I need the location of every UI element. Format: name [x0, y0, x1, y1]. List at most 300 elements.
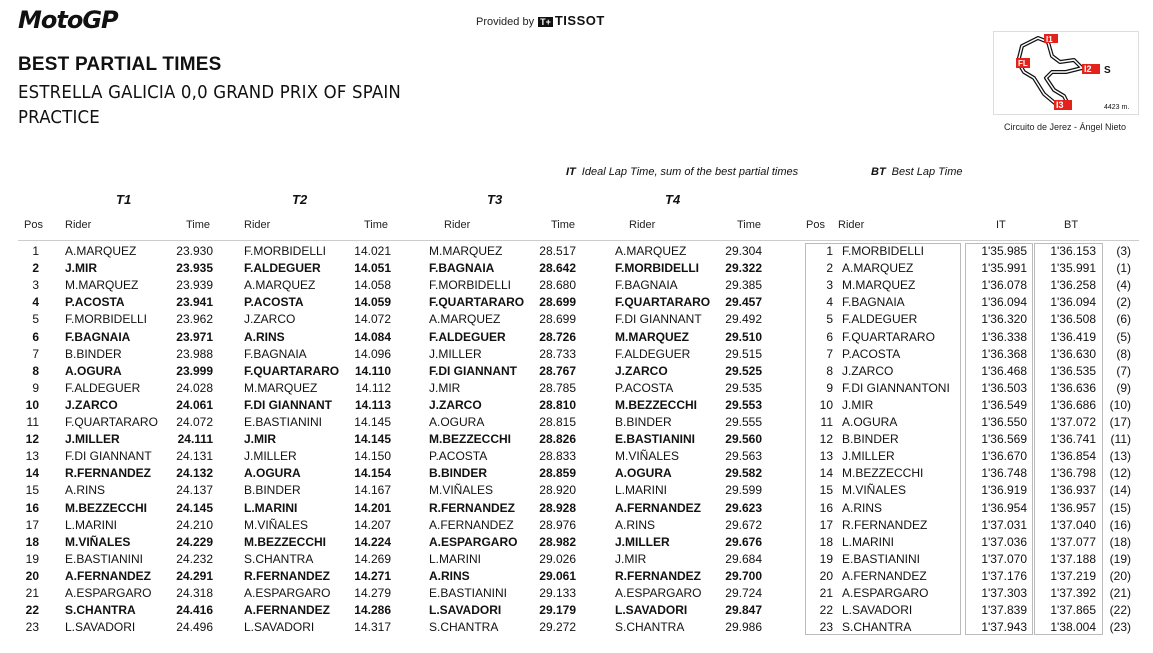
ideal-bt-rank: (18)	[1109, 535, 1131, 549]
ideal-bt: 1'36.153	[1050, 244, 1096, 258]
sector-time: 24.229	[176, 535, 213, 549]
ideal-bt: 1'37.392	[1050, 586, 1096, 600]
sector-time: 23.941	[176, 295, 213, 309]
col-header-rider: Rider	[838, 219, 865, 231]
sector-rider: P.ACOSTA	[244, 295, 304, 309]
col-header-bt: BT	[1064, 219, 1079, 231]
sector-rider: A.OGURA	[244, 466, 301, 480]
sponsor-line	[476, 13, 605, 28]
ideal-it: 1'37.943	[981, 620, 1027, 634]
ideal-it: 1'36.954	[981, 501, 1027, 515]
ideal-it: 1'37.303	[981, 586, 1027, 600]
row-pos: 5	[32, 312, 39, 326]
sector-rider: M.MARQUEZ	[244, 381, 318, 395]
ideal-it: 1'36.368	[981, 347, 1027, 361]
ideal-rider: L.MARINI	[842, 535, 895, 549]
sector-time: 23.999	[176, 364, 213, 378]
sector-rider: B.BINDER	[429, 466, 488, 480]
sector-time: 29.061	[539, 569, 576, 583]
sector-time: 14.207	[354, 518, 391, 532]
legend-it	[566, 166, 798, 178]
ideal-rider: F.ALDEGUER	[842, 312, 918, 326]
ideal-it: 1'36.078	[981, 278, 1027, 292]
sector-rider: J.MILLER	[615, 535, 670, 549]
ideal-bt-rank: (3)	[1116, 244, 1131, 258]
ideal-it: 1'36.320	[981, 312, 1027, 326]
ideal-bt: 1'36.258	[1050, 278, 1096, 292]
sector-time: 29.133	[539, 586, 576, 600]
ideal-bt-rank: (9)	[1116, 381, 1131, 395]
sector-time: 14.021	[354, 244, 391, 258]
ideal-it: 1'36.549	[981, 398, 1027, 412]
sector-rider: B.BINDER	[65, 347, 122, 361]
ideal-it: 1'37.036	[981, 535, 1027, 549]
sector-time: 29.700	[725, 569, 762, 583]
row-pos: 8	[32, 364, 39, 378]
sector-title-t4: T4	[665, 192, 681, 207]
sector-rider: J.MIR	[244, 432, 277, 446]
sector-rider: F.QUARTARARO	[244, 364, 340, 378]
ideal-bt-rank: (4)	[1116, 278, 1131, 292]
ideal-bt: 1'37.188	[1050, 552, 1096, 566]
col-header-rider: Rider	[65, 219, 92, 231]
ideal-it: 1'36.503	[981, 381, 1027, 395]
col-header-rider: Rider	[244, 219, 271, 231]
sector-rider: B.BINDER	[244, 483, 301, 497]
sector-time: 24.496	[176, 620, 213, 634]
sector-time: 29.179	[539, 603, 576, 617]
row-pos: 15	[25, 483, 39, 497]
session-name: PRACTICE	[18, 107, 100, 128]
row-pos: 23	[25, 620, 39, 634]
ideal-it: 1'37.070	[981, 552, 1027, 566]
sector-time: 29.553	[725, 398, 762, 412]
sector-time: 14.112	[355, 381, 391, 395]
ideal-bt-rank: (20)	[1109, 569, 1131, 583]
ideal-bt: 1'37.040	[1050, 518, 1096, 532]
sector-rider: A.FERNANDEZ	[615, 501, 701, 515]
sector-rider: A.MARQUEZ	[429, 312, 501, 326]
sector-time: 29.385	[725, 278, 762, 292]
sector-time: 24.131	[176, 449, 213, 463]
circuit-label-fl: FL	[1018, 59, 1028, 68]
circuit-label-i1: I1	[1046, 35, 1053, 44]
ideal-pos: 8	[826, 364, 833, 378]
sector-rider: R.FERNANDEZ	[615, 569, 701, 583]
sector-time: 28.976	[539, 518, 576, 532]
provided-by-label: Provided by	[476, 16, 535, 28]
sector-time: 24.028	[176, 381, 213, 395]
sector-rider: R.FERNANDEZ	[429, 501, 515, 515]
sector-time: 14.096	[354, 347, 391, 361]
sector-time: 23.971	[176, 330, 213, 344]
sector-rider: E.BASTIANINI	[615, 432, 696, 446]
sector-time: 28.785	[539, 381, 576, 395]
sector-rider: M.BEZZECCHI	[615, 398, 697, 412]
col-header-time: Time	[737, 219, 762, 231]
row-pos: 11	[26, 415, 39, 429]
ideal-bt-rank: (21)	[1109, 586, 1131, 600]
sector-rider: P.ACOSTA	[429, 449, 488, 463]
col-header-time: Time	[551, 219, 576, 231]
sector-time: 14.279	[354, 586, 391, 600]
sector-time: 14.058	[354, 278, 391, 292]
sector-time: 29.672	[725, 518, 762, 532]
ideal-it: 1'36.094	[981, 295, 1027, 309]
ideal-pos: 4	[826, 295, 833, 309]
sector-title-t3: T3	[487, 192, 503, 207]
ideal-rider: A.OGURA	[842, 415, 898, 429]
legend-it-abbr: IT	[566, 166, 576, 178]
ideal-bt-rank: (19)	[1109, 552, 1131, 566]
sector-time: 28.680	[539, 278, 576, 292]
sector-rider: J.ZARCO	[615, 364, 668, 378]
sector-time: 24.072	[176, 415, 213, 429]
sector-time: 28.859	[539, 466, 576, 480]
ideal-bt-rank: (2)	[1116, 295, 1131, 309]
ideal-bt-rank: (6)	[1116, 312, 1131, 326]
col-header-pos: Pos	[24, 219, 43, 231]
sector-time: 14.072	[354, 312, 391, 326]
ideal-pos: 2	[826, 261, 833, 275]
sector-rider: F.DI GIANNANT	[65, 449, 152, 463]
row-pos: 19	[25, 552, 39, 566]
sector-rider: F.MORBIDELLI	[615, 261, 699, 275]
sector-rider: L.MARINI	[65, 518, 118, 532]
col-header-pos: Pos	[806, 219, 825, 231]
ideal-bt-rank: (14)	[1109, 483, 1131, 497]
ideal-bt-rank: (23)	[1109, 620, 1131, 634]
sector-rider: L.SAVADORI	[244, 620, 315, 634]
col-header-it: IT	[996, 219, 1006, 231]
ideal-rider: R.FERNANDEZ	[842, 518, 928, 532]
sector-rider: A.MARQUEZ	[244, 278, 316, 292]
track-outline-icon	[994, 32, 1138, 114]
ideal-bt-rank: (11)	[1110, 432, 1131, 446]
sector-rider: F.DI GIANNANT	[429, 364, 517, 378]
ideal-pos: 14	[819, 466, 833, 480]
ideal-rider: J.MIR	[842, 398, 874, 412]
sector-time: 29.555	[725, 415, 762, 429]
sector-rider: L.MARINI	[615, 483, 668, 497]
ideal-pos: 9	[826, 381, 833, 395]
ideal-rider: L.SAVADORI	[842, 603, 913, 617]
ideal-rider: F.BAGNAIA	[842, 295, 905, 309]
row-pos: 12	[25, 432, 39, 446]
ideal-rider: E.BASTIANINI	[842, 552, 921, 566]
sector-rider: A.ESPARGARO	[615, 586, 702, 600]
ideal-rider: F.MORBIDELLI	[842, 244, 925, 258]
ideal-rider: M.MARQUEZ	[842, 278, 916, 292]
ideal-bt: 1'37.077	[1050, 535, 1096, 549]
ideal-bt-rank: (1)	[1116, 261, 1131, 275]
motogp-logo	[18, 6, 118, 34]
ideal-bt: 1'36.957	[1050, 501, 1096, 515]
ideal-it: 1'36.338	[981, 330, 1027, 344]
sector-rider: F.QUARTARARO	[615, 295, 711, 309]
sector-time: 24.111	[177, 432, 213, 446]
sector-time: 14.201	[354, 501, 391, 515]
ideal-it: 1'36.468	[981, 364, 1027, 378]
sector-rider: F.ALDEGUER	[244, 261, 321, 275]
sector-rider: M.VIÑALES	[615, 449, 680, 463]
row-pos: 2	[32, 261, 39, 275]
col-header-rider: Rider	[629, 219, 656, 231]
sector-rider: B.BINDER	[615, 415, 672, 429]
legend-it-text: Ideal Lap Time, sum of the best partial times	[581, 166, 799, 178]
sector-time: 24.061	[176, 398, 213, 412]
ideal-rider: A.FERNANDEZ	[842, 569, 927, 583]
ideal-rider: J.MILLER	[842, 449, 895, 463]
sector-rider: M.BEZZECCHI	[429, 432, 511, 446]
sector-rider: E.BASTIANINI	[429, 586, 508, 600]
row-pos: 1	[32, 244, 39, 258]
sector-time: 14.150	[354, 449, 391, 463]
sector-rider: L.MARINI	[429, 552, 482, 566]
sector-time: 28.699	[539, 312, 576, 326]
sector-time: 14.059	[354, 295, 391, 309]
ideal-pos: 20	[819, 569, 833, 583]
ideal-pos: 7	[826, 347, 833, 361]
sector-rider: F.MORBIDELLI	[65, 312, 148, 326]
sector-time: 29.322	[725, 261, 762, 275]
sector-rider: J.MIR	[429, 381, 461, 395]
logo-text: MotoGP	[18, 6, 118, 34]
sector-rider: M.BEZZECCHI	[65, 501, 147, 515]
ideal-pos: 6	[826, 330, 833, 344]
sector-time: 14.154	[354, 466, 391, 480]
sector-rider: F.QUARTARARO	[429, 295, 525, 309]
sector-rider: A.FERNANDEZ	[65, 569, 151, 583]
sector-rider: S.CHANTRA	[615, 620, 685, 634]
sector-time: 24.210	[176, 518, 213, 532]
col-header-rider: Rider	[444, 219, 471, 231]
legend-bt	[871, 166, 963, 178]
ideal-pos: 18	[819, 535, 833, 549]
sector-rider: J.MIR	[615, 552, 647, 566]
sector-rider: F.ALDEGUER	[65, 381, 141, 395]
ideal-bt-rank: (15)	[1109, 501, 1131, 515]
sector-time: 24.137	[176, 483, 213, 497]
sector-time: 29.623	[725, 501, 762, 515]
circuit-label-s: S	[1104, 65, 1111, 76]
ideal-it: 1'37.176	[981, 569, 1027, 583]
sector-time: 28.517	[539, 244, 576, 258]
sector-rider: J.ZARCO	[244, 312, 296, 326]
sector-rider: F.MORBIDELLI	[244, 244, 327, 258]
sector-rider: A.ESPARGARO	[244, 586, 331, 600]
sector-time: 14.110	[354, 364, 391, 378]
sector-rider: F.QUARTARARO	[65, 415, 158, 429]
ideal-pos: 21	[819, 586, 833, 600]
ideal-bt-rank: (10)	[1109, 398, 1131, 412]
ideal-it: 1'36.569	[981, 432, 1027, 446]
ideal-rider: M.BEZZECCHI	[842, 466, 924, 480]
ideal-bt-rank: (22)	[1109, 603, 1131, 617]
ideal-bt: 1'37.072	[1050, 415, 1096, 429]
ideal-bt: 1'36.686	[1050, 398, 1096, 412]
sector-time: 29.847	[725, 603, 762, 617]
ideal-pos: 19	[819, 552, 833, 566]
ideal-bt-rank: (7)	[1116, 364, 1131, 378]
sector-rider: M.VIÑALES	[429, 483, 494, 497]
sector-rider: F.BAGNAIA	[429, 261, 495, 275]
sector-rider: A.MARQUEZ	[65, 244, 137, 258]
sector-time: 23.930	[176, 244, 213, 258]
ideal-rider: A.ESPARGARO	[842, 586, 929, 600]
sector-time: 29.272	[539, 620, 576, 634]
sector-time: 29.676	[725, 535, 762, 549]
sector-time: 24.291	[176, 569, 213, 583]
sector-time: 29.563	[725, 449, 762, 463]
sector-rider: R.FERNANDEZ	[65, 466, 151, 480]
row-pos: 13	[25, 449, 39, 463]
row-pos: 3	[32, 278, 39, 292]
ideal-it: 1'36.550	[981, 415, 1027, 429]
row-pos: 6	[32, 330, 39, 344]
sector-time: 14.084	[354, 330, 391, 344]
ideal-bt-rank: (5)	[1116, 330, 1131, 344]
col-header-time: Time	[364, 219, 389, 231]
ideal-bt-rank: (13)	[1109, 449, 1131, 463]
sector-rider: J.ZARCO	[65, 398, 118, 412]
sector-rider: F.ALDEGUER	[615, 347, 691, 361]
sector-rider: L.SAVADORI	[65, 620, 136, 634]
ideal-it: 1'37.839	[981, 603, 1027, 617]
sector-time: 14.271	[354, 569, 391, 583]
ideal-pos: 5	[826, 312, 833, 326]
sector-time: 29.684	[725, 552, 762, 566]
sector-time: 28.699	[539, 295, 576, 309]
sector-rider: A.RINS	[429, 569, 470, 583]
sector-rider: M.MARQUEZ	[429, 244, 503, 258]
ideal-rider: F.QUARTARARO	[842, 330, 935, 344]
sector-rider: S.CHANTRA	[429, 620, 499, 634]
sector-rider: M.VIÑALES	[244, 518, 309, 532]
sector-time: 23.962	[176, 312, 213, 326]
sector-time: 29.724	[725, 586, 762, 600]
ideal-bt: 1'36.094	[1050, 295, 1096, 309]
ideal-rider: A.MARQUEZ	[842, 261, 914, 275]
ideal-bt: 1'38.004	[1050, 620, 1096, 634]
event-name: ESTRELLA GALICIA 0,0 GRAND PRIX OF SPAIN	[18, 82, 402, 103]
ideal-bt: 1'35.991	[1050, 261, 1096, 275]
sector-time: 28.920	[539, 483, 576, 497]
ideal-pos: 1	[826, 244, 833, 258]
sector-time: 29.986	[725, 620, 762, 634]
sector-rider: A.RINS	[244, 330, 285, 344]
sector-title-t2: T2	[292, 192, 308, 207]
circuit-label-i3: I3	[1056, 100, 1064, 110]
sector-time: 14.224	[354, 535, 391, 549]
sector-time: 28.642	[539, 261, 576, 275]
ideal-rider: F.DI GIANNANTONI	[842, 381, 950, 395]
ideal-rider: P.ACOSTA	[842, 347, 901, 361]
ideal-bt: 1'36.630	[1050, 347, 1096, 361]
ideal-pos: 3	[826, 278, 833, 292]
sector-time: 23.935	[176, 261, 213, 275]
ideal-it: 1'36.670	[981, 449, 1027, 463]
sector-rider: J.MILLER	[244, 449, 297, 463]
sector-rider: P.ACOSTA	[615, 381, 674, 395]
ideal-rider: J.ZARCO	[842, 364, 894, 378]
ideal-rider: B.BINDER	[842, 432, 899, 446]
sector-time: 23.939	[176, 278, 213, 292]
ideal-pos: 15	[819, 483, 833, 497]
sector-time: 14.145	[354, 432, 391, 446]
sector-time: 24.132	[176, 466, 213, 480]
sector-time: 29.510	[725, 330, 762, 344]
row-pos: 9	[32, 381, 39, 395]
sector-rider: F.BAGNAIA	[65, 330, 131, 344]
circuit-name: Circuito de Jerez - Ángel Nieto	[1003, 122, 1127, 132]
sector-time: 24.416	[176, 603, 213, 617]
sector-time: 29.457	[725, 295, 762, 309]
sector-rider: M.MARQUEZ	[65, 278, 139, 292]
sector-rider: A.RINS	[615, 518, 656, 532]
sector-rider: F.DI GIANNANT	[244, 398, 332, 412]
sector-rider: L.SAVADORI	[615, 603, 688, 617]
ideal-it: 1'36.919	[981, 483, 1027, 497]
ideal-pos: 12	[819, 432, 833, 446]
sector-time: 29.560	[725, 432, 762, 446]
sector-time: 28.726	[539, 330, 576, 344]
circuit-label-i2: I2	[1084, 64, 1092, 74]
sector-rider: L.SAVADORI	[429, 603, 502, 617]
sector-rider: M.MARQUEZ	[615, 330, 689, 344]
row-pos: 20	[25, 569, 39, 583]
sector-time: 28.833	[539, 449, 576, 463]
sector-time: 28.767	[539, 364, 576, 378]
row-pos: 22	[25, 603, 39, 617]
ideal-pos: 13	[819, 449, 833, 463]
row-pos: 7	[32, 347, 39, 361]
page-title: BEST PARTIAL TIMES	[18, 54, 222, 75]
ideal-bt: 1'37.219	[1050, 569, 1096, 583]
sector-rider: M.VIÑALES	[65, 535, 131, 549]
sector-rider: A.ESPARGARO	[429, 535, 518, 549]
ideal-bt: 1'36.937	[1050, 483, 1096, 497]
sector-time: 14.286	[354, 603, 391, 617]
ideal-bt-rank: (17)	[1109, 415, 1131, 429]
ideal-bt: 1'36.636	[1050, 381, 1096, 395]
ideal-pos: 11	[820, 415, 833, 429]
legend-bt-text: Best Lap Time	[891, 166, 963, 178]
ideal-bt-rank: (12)	[1109, 466, 1131, 480]
ideal-bt: 1'36.419	[1050, 330, 1096, 344]
sector-rider: F.ALDEGUER	[429, 330, 506, 344]
ideal-pos: 16	[819, 501, 833, 515]
sector-time: 14.269	[354, 552, 391, 566]
sponsor-name: TISSOT	[554, 13, 605, 28]
sector-time: 14.145	[354, 415, 391, 429]
sector-rider: F.DI GIANNANT	[615, 312, 702, 326]
sector-rider: J.MILLER	[65, 432, 120, 446]
col-header-time: Time	[186, 219, 211, 231]
ideal-pos: 17	[819, 518, 833, 532]
sector-time: 28.733	[539, 347, 576, 361]
ideal-bt-rank: (16)	[1109, 518, 1131, 532]
sector-time: 24.232	[176, 552, 213, 566]
circuit-map	[993, 31, 1139, 115]
sector-rider: M.BEZZECCHI	[244, 535, 326, 549]
row-pos: 17	[25, 518, 39, 532]
sector-rider: A.OGURA	[429, 415, 485, 429]
ideal-bt: 1'36.854	[1050, 449, 1096, 463]
sector-time: 24.145	[176, 501, 213, 515]
sector-time: 29.525	[725, 364, 762, 378]
row-pos: 4	[32, 295, 39, 309]
